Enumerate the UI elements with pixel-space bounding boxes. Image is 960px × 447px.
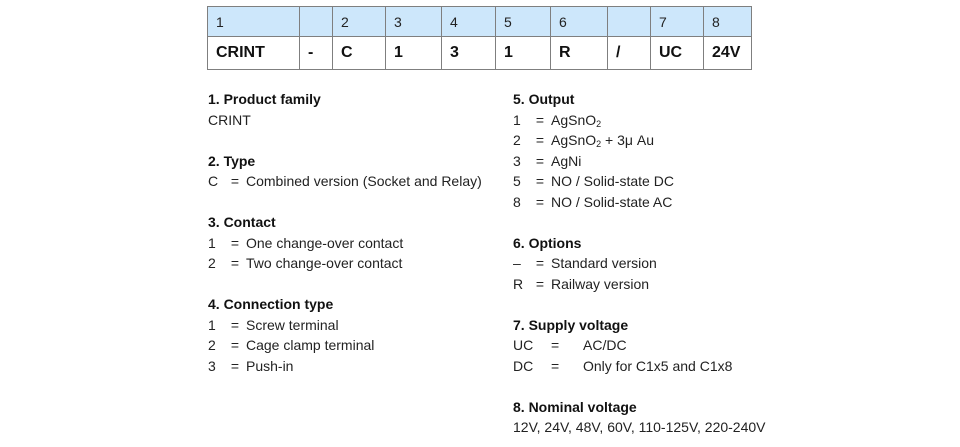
item-equals: =: [535, 132, 545, 148]
options-section: [513, 233, 853, 295]
item-equals: =: [535, 275, 545, 292]
item-key: 5: [513, 173, 521, 189]
list-item: [513, 171, 853, 192]
item-equals: =: [230, 255, 240, 271]
table-value-cell: C: [333, 37, 386, 70]
item-equals: =: [535, 255, 545, 271]
item-value: NO / Solid-state AC: [551, 193, 673, 210]
list-item: [208, 253, 548, 274]
nominal-voltage-section: [513, 397, 853, 438]
type-section: [208, 151, 548, 192]
section-title: 8. Nominal voltage: [513, 398, 637, 415]
table-header-cell: 6: [551, 7, 608, 37]
item-key: C: [208, 173, 219, 189]
item-key: R: [513, 275, 524, 292]
right-column: [513, 89, 853, 438]
list-item: [208, 335, 548, 356]
item-value: Cage clamp terminal: [246, 337, 375, 353]
list-item: [513, 110, 853, 131]
item-key: UC: [513, 337, 534, 353]
item-equals: =: [230, 337, 240, 353]
item-value: Only for C1x5 and C1x8: [583, 357, 733, 374]
section-title: 3. Contact: [208, 214, 276, 230]
section-title: 1. Product family: [208, 91, 321, 107]
supply-voltage-section: [513, 315, 853, 377]
item-equals: =: [535, 193, 545, 210]
table-value-cell: -: [300, 37, 333, 70]
nominal-voltage-values: 12V, 24V, 48V, 60V, 110-125V, 220-240V: [513, 419, 766, 435]
item-key: 3: [208, 357, 216, 374]
item-key: DC: [513, 357, 534, 374]
table-header-cell: [300, 7, 333, 37]
product-family-section: [208, 89, 548, 130]
item-equals: =: [551, 357, 560, 374]
item-key: 1: [208, 234, 216, 251]
section-title: 2. Type: [208, 152, 256, 169]
connection-type-section: [208, 294, 548, 376]
item-key: 3: [513, 152, 521, 169]
list-item: [513, 192, 853, 213]
list-item: [208, 356, 548, 377]
item-key: 2: [513, 132, 521, 148]
table-header-cell: 2: [333, 7, 386, 37]
table-header-cell: 8: [704, 7, 752, 37]
table-header-cell: 4: [442, 7, 496, 37]
item-key: 8: [513, 193, 521, 210]
table-value-cell: CRINT: [208, 37, 300, 70]
item-key: 2: [208, 337, 216, 353]
list-item: [208, 233, 548, 254]
list-item: [513, 356, 853, 377]
table-header-cell: 7: [651, 7, 704, 37]
left-column: [208, 89, 548, 376]
item-equals: =: [230, 234, 240, 251]
list-item: [513, 274, 853, 295]
table-value-cell: 24V: [704, 37, 752, 70]
item-value: Combined version (Socket and Relay): [246, 173, 482, 189]
item-value: One change-over contact: [246, 234, 404, 251]
section-title: 7. Supply voltage: [513, 316, 629, 333]
item-equals: =: [230, 316, 240, 333]
item-value: Railway version: [551, 275, 650, 292]
item-value: Two change-over contact: [246, 255, 403, 271]
item-value: AgSnO$_2$ + 3μ Au: [551, 132, 654, 149]
table-header-cell: 3: [386, 7, 442, 37]
table-header-cell: 1: [208, 7, 300, 37]
table-value-cell: R: [551, 37, 608, 70]
item-equals: =: [230, 173, 240, 189]
list-item: [513, 335, 853, 356]
table-value-cell: /: [608, 37, 651, 70]
list-item: [513, 130, 853, 151]
item-value: AgNi: [551, 152, 582, 169]
contact-section: [208, 212, 548, 274]
item-equals: =: [535, 152, 545, 169]
order-code-table: [207, 6, 752, 70]
table-header-cell: 5: [496, 7, 551, 37]
item-equals: =: [535, 111, 545, 128]
item-value: AgSnO$_2$: [551, 111, 602, 129]
section-title: 4. Connection type: [208, 296, 334, 312]
item-equals: =: [551, 337, 560, 353]
item-value: NO / Solid-state DC: [551, 173, 674, 189]
item-value: AC/DC: [583, 337, 627, 353]
item-key: 1: [513, 111, 521, 128]
list-item: [513, 253, 853, 274]
table-header-row: [208, 7, 752, 37]
table-value-cell: 1: [496, 37, 551, 70]
table-value-cell: UC: [651, 37, 704, 70]
item-key: –: [513, 255, 521, 271]
product-family-value: CRINT: [208, 111, 251, 128]
item-equals: =: [230, 357, 240, 374]
item-equals: =: [535, 173, 545, 189]
list-item: [208, 171, 548, 192]
output-section: [513, 89, 853, 212]
list-item: [513, 151, 853, 172]
item-value: Standard version: [551, 255, 657, 271]
table-value-cell: 3: [442, 37, 496, 70]
item-key: 2: [208, 255, 216, 271]
table-value-row: [208, 37, 752, 70]
table-value-cell: 1: [386, 37, 442, 70]
item-value: Screw terminal: [246, 316, 339, 333]
item-key: 1: [208, 316, 216, 333]
list-item: [208, 315, 548, 336]
section-title: 6. Options: [513, 234, 582, 251]
table-header-cell: [608, 7, 651, 37]
item-value: Push-in: [246, 357, 294, 374]
section-title: 5. Output: [513, 91, 575, 107]
